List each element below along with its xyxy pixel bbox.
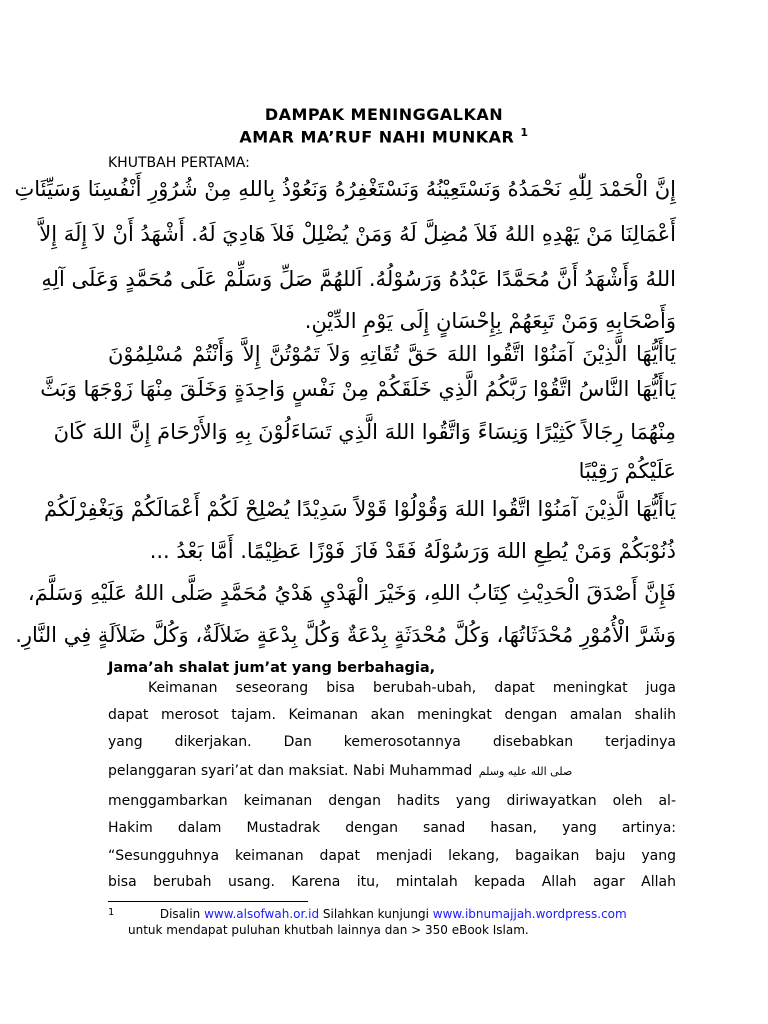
arabic-line: يَاأَيُّهَا الَّذِيْنَ آمَنُوْا اتَّقُوا اللهَ حَقَّ تُقَاتِهِ وَلاَ تَمُوْتُنَّ إِلاَّ وَأَنْتُمْ مُسْلِمُوْنَ <box>108 342 676 366</box>
arabic-line: مِنْهُمَا رِجَالاً كَثِيْرًا وَنِسَاءً وَاتَّقُوا اللهَ الَّذِي تَسَاءَلُوْنَ بِهِ وَالأَرْحَامَ إِنَّ اللهَ كَانَ <box>53 420 676 444</box>
body-line: dapat merosot tajam. Keimanan akan meningkat dengan amalan shalih <box>108 707 676 723</box>
footnote-link-alsofwah[interactable]: www.alsofwah.or.id <box>204 907 320 921</box>
arabic-line: يَاأَيُّهَا النَّاسُ اتَّقُوْا رَبَّكُمُ الَّذِي خَلَقَكُمْ مِنْ نَفْسٍ وَاحِدَةٍ وَخَلَقَ مِنْهَا زَوْجَهَا وَبَثَّ <box>40 377 676 401</box>
body-line: menggambarkan keimanan dengan hadits yang diriwayatkan oleh al- <box>108 793 676 809</box>
footnote-divider <box>108 901 308 902</box>
document-title-line2 <box>0 126 768 146</box>
arabic-line: اللهُ وَأَشْهَدُ أَنَّ مُحَمَّدًا عَبْدُهُ وَرَسُوْلُهُ. اَللهُمَّ صَلِّ وَسَلِّمْ عَلَى مُحَمَّدٍ وَعَلَى آلِهِ <box>41 267 676 291</box>
title-footnote-mark: 1 <box>520 126 529 139</box>
arabic-line: عَلَيْكُمْ رَقِيْبًا <box>578 459 676 483</box>
footnote-line1 <box>108 907 627 921</box>
body-text: pelanggaran syari’at dan maksiat. Nabi Muhammad <box>108 763 473 779</box>
arabic-line: إِنَّ الْحَمْدَ لِلّٰهِ نَحْمَدُهُ وَنَسْتَعِيْنُهُ وَنَسْتَغْفِرُهُ وَنَعُوْذُ بِاللهِ مِنْ شُرُوْرِ أَنْفُسِنَا وَسَيِّئَاتِ <box>14 177 676 201</box>
arabic-line: وَأَصْحَابِهِ وَمَنْ تَبِعَهُمْ بِإِحْسَانٍ إِلَى يَوْمِ الدِّيْنِ. <box>304 309 676 333</box>
body-line-with-salawat <box>108 760 676 782</box>
footnote-link-ibnumajjah[interactable]: www.ibnumajjah.wordpress.com <box>432 907 627 921</box>
khutbah-label: KHUTBAH PERTAMA: <box>108 155 250 171</box>
body-line: Hakim dalam Mustadrak dengan sanad hasan, yang artinya: <box>108 820 676 836</box>
salawat-symbol: صلى الله عليه وسلم <box>478 765 573 778</box>
arabic-line: أَعْمَالِنَا مَنْ يَهْدِهِ اللهُ فَلاَ مُضِلَّ لَهُ وَمَنْ يُضْلِلْ فَلاَ هَادِيَ لَهُ. أَشْهَدُ أَنْ لاَ إِلَهَ إِلاَّ <box>39 222 676 246</box>
footnote-line2: untuk mendapat puluhan khutbah lainnya dan > 350 eBook Islam. <box>128 923 529 937</box>
footnote-text: Disalin <box>159 907 201 921</box>
arabic-line: فَإِنَّ أَصْدَقَ الْحَدِيْثِ كِتَابُ اللهِ، وَخَيْرَ الْهَدْيِ هَدْيُ مُحَمَّدٍ صَلَّى اللهُ عَلَيْهِ وَسَلَّمَ، <box>27 581 676 605</box>
body-line: Keimanan seseorang bisa berubah-ubah, dapat meningkat juga <box>148 680 676 696</box>
arabic-line: ذُنُوْبَكُمْ وَمَنْ يُطِعِ اللهَ وَرَسُوْلَهُ فَقَدْ فَازَ فَوْزًا عَظِيْمًا. أَمَّا بَعْدُ ... <box>149 539 676 563</box>
body-line: “Sesungguhnya keimanan dapat menjadi lekang, bagaikan baju yang <box>108 848 676 864</box>
body-line: yang dikerjakan. Dan kemerosotannya disebabkan terjadinya <box>108 734 676 750</box>
footnote-text: Silahkan kunjungi <box>322 907 429 921</box>
title-text: AMAR MA’RUF NAHI MUNKAR <box>239 127 515 147</box>
section-heading: Jama’ah shalat jum’at yang berbahagia, <box>108 660 436 676</box>
arabic-line: وَشَرَّ الْأُمُوْرِ مُحْدَثَاتُهَا، وَكُلَّ مُحْدَثَةٍ بِدْعَةٌ وَكُلَّ بِدْعَةٍ ضَلاَلَةٌ، وَكُلَّ ضَلاَلَةٍ فِي النَّارِ. <box>15 623 676 647</box>
footnote-mark: 1 <box>108 907 115 918</box>
arabic-line: يَاأَيُّهَا الَّذِيْنَ آمَنُوْا اتَّقُوا اللهَ وَقُوْلُوْا قَوْلاً سَدِيْدًا يُصْلِحْ لَكُمْ أَعْمَالَكُمْ وَيَغْفِرْلَكُمْ <box>43 497 676 521</box>
document-title-line1: DAMPAK MENINGGALKAN <box>264 105 504 124</box>
body-line: bisa berubah usang. Karena itu, mintalah kepada Allah agar Allah <box>108 874 676 890</box>
